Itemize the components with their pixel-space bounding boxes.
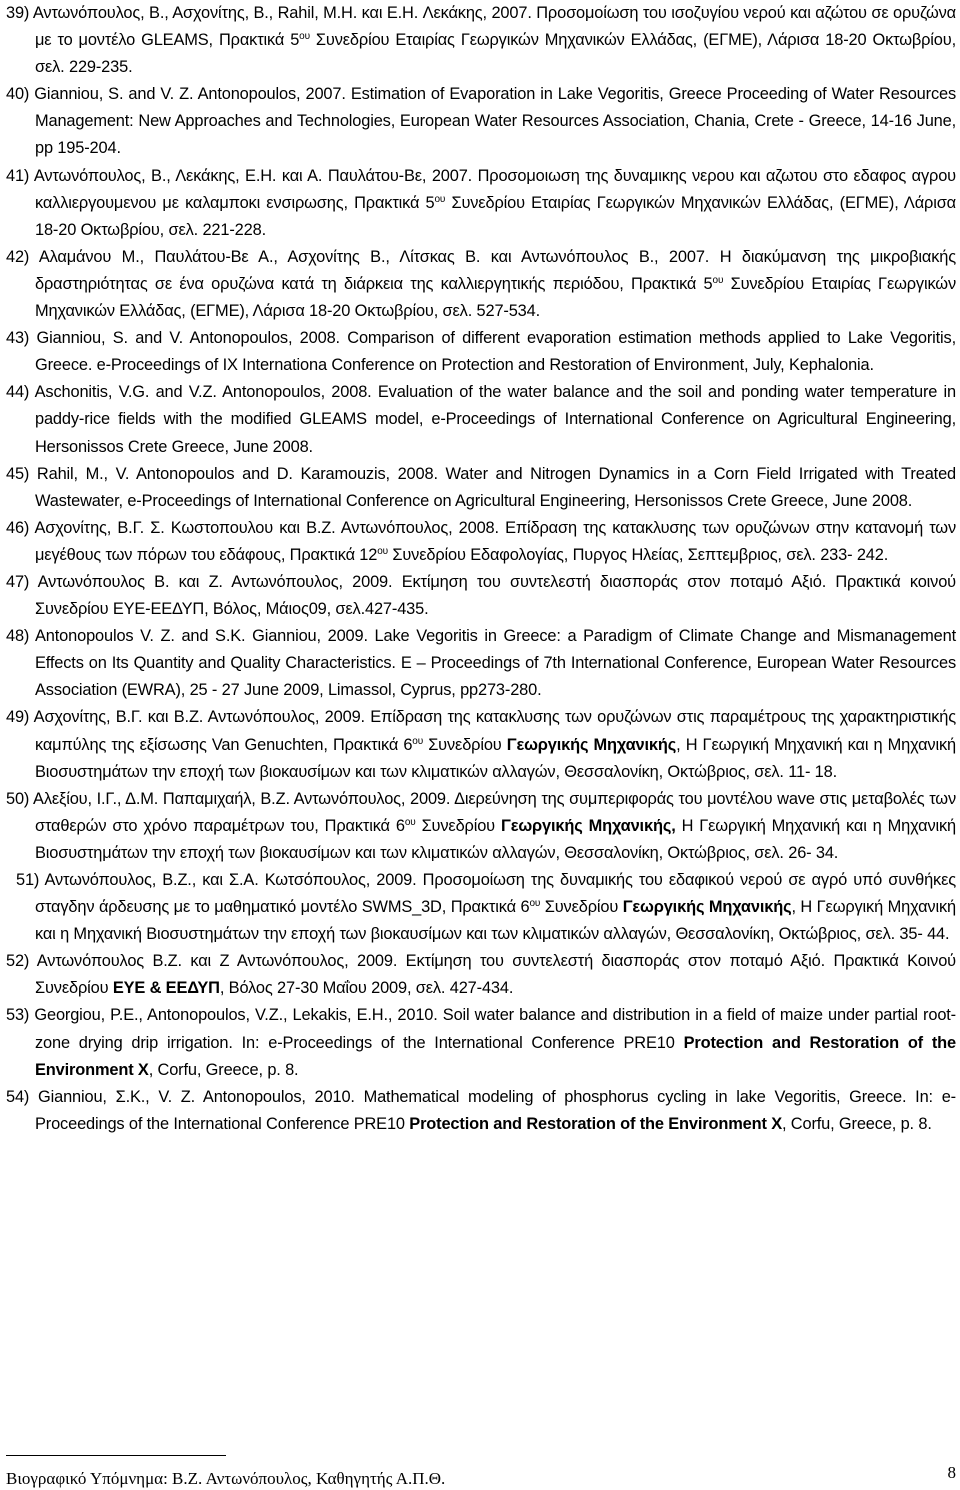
reference-item [6, 569, 956, 623]
reference-item [6, 1002, 956, 1083]
reference-text: 50) Αλεξίου, Ι.Γ., Δ.Μ. Παπαμιχαήλ, Β.Ζ. Αντωνόπουλος, 2009. Διερεύνηση της συμπεριφοράς του μοντέλου wave στις μεταβολές των σταθερών στο χρόνο παραμέτρων του, Πρακτικά 6 [6, 789, 956, 835]
reference-item [6, 704, 956, 785]
reference-text: Συνεδρίου Εταιρίας Γεωργικών Μηχανικών Ελλάδας, (ΕΓΜΕ), Λάρισα 18-20 Οκτωβρίου, σελ. 229-235. [35, 31, 956, 77]
superscript: ου [377, 545, 388, 557]
reference-text: 47) Αντωνόπουλος Β. και Ζ. Αντωνόπουλος, 2009. Εκτίμηση του συντελεστή διασποράς στον ποταμό Αξιό. Πρακτικά κοινού Συνεδρίου ΕΥΕ-ΕΕΔΥΠ, Βόλος, Μάιος09, σελ.427-435. [6, 572, 956, 619]
reference-item [6, 786, 956, 867]
reference-item [6, 81, 956, 162]
superscript: ου [412, 735, 424, 747]
reference-text: Συνεδρίου [423, 735, 507, 754]
reference-text: , Corfu, Greece, p. 8. [148, 1060, 299, 1079]
superscript: ου [404, 816, 416, 828]
reference-item [6, 325, 956, 379]
reference-item [6, 1084, 956, 1138]
reference-text: 48) Antonopoulos V. Z. and S.K. Gianniou, 2009. Lake Vegoritis in Greece: a Paradigm of Climate Change and Mismanagement Effects on Its Quantity and Quality Characteristics. E – Proceedings of 7th International Conference, European Water Resources Association (EWRA), 25 - 27 June 2009, Limassol, Cyprus, pp273-280. [6, 627, 956, 700]
reference-text: Συνεδρίου Εδαφολογίας, Πυργος Ηλείας, Σεπτεμβριος, σελ. 233- 242. [387, 545, 889, 564]
reference-text: , Βόλος 27-30 Μαΐου 2009, σελ. 427-434. [219, 979, 514, 998]
footer-text: Βιογραφικό Υπόμνημα: Β.Ζ. Αντωνόπουλος, Καθηγητής Α.Π.Θ. [6, 1469, 446, 1488]
reference-text: 41) Αντωνόπουλος, Β., Λεκάκης, Ε.Η. και Α. Παυλάτου-Βε, 2007. Προσομοιωση της δυναμικης νερου και αζωτου στο εδαφος αγρου καλλιεργουμενου με καλαμποκι ενσιρωσης, Πρακτικά 5 [6, 166, 956, 212]
reference-text: , Η Γεωργική Μηχανική και η Μηχανική Βιοσυστημάτων την εποχή των βιοκαυσίμων και των κλιματικών αλλαγών, Θεσσαλονίκη, Οκτώβριος, σελ. 35- 44. [35, 898, 956, 944]
superscript: ου [434, 193, 446, 205]
reference-item [6, 948, 956, 1002]
reference-item [6, 163, 956, 244]
reference-text: 43) Gianniou, S. and V. Antonopoulos, 2008. Comparison of different evaporation estimation methods applied to Lake Vegoritis, Greece. e-Proceedings of IX Internationa Conference on Protection and Restoration of Environment, July, Kephalonia. [6, 329, 956, 375]
reference-text: 51) Αντωνόπουλος, Β.Ζ., και Σ.Α. Κωτσόπουλος, 2009. Προσομοίωση της δυναμικής του εδαφικού νερού σε αγρό υπό συνθήκες σταγδην άρδευσης με το μαθηματικό μοντέλο SWMS_3D, Πρακτικά 6 [16, 871, 956, 917]
reference-item [6, 623, 956, 704]
reference-item [6, 0, 956, 81]
reference-item [6, 867, 956, 948]
reference-item [6, 379, 956, 460]
reference-text: 39) Αντωνόπουλος, Β., Ασχονίτης, Β., Rahil, M.H. και E.H. Λεκάκης, 2007. Προσομοίωση του ισοζυγίου νερού και αζώτου σε ορυζώνα με το μοντέλο GLEAMS, Πρακτικά 5 [6, 4, 956, 50]
bold-text: ΕΥΕ & ΕΕΔΥΠ [112, 979, 220, 998]
reference-text: Συνεδρίου [415, 816, 501, 835]
reference-text: 49) Ασχονίτης, Β.Γ. και Β.Ζ. Αντωνόπουλος, 2009. Επίδραση της κατακλυσης των ορυζώνων στις παραμέτρους της χαρακτηριστικής καμπύλης της εξίσωσης Van Genuchten, Πρακτικά 6 [6, 708, 956, 754]
reference-text: Η Γεωργική Μηχανική και η Μηχανική Βιοσυστημάτων την εποχή των βιοκαυσίμων και των κλιματικών αλλαγών, Θεσσαλονίκη, Οκτώβριος, σελ. 26- 34. [35, 816, 957, 862]
superscript: ου [529, 898, 541, 910]
superscript: ου [299, 31, 310, 43]
bold-text: Protection and Restoration of the Environment X [409, 1114, 782, 1133]
reference-text: 44) Aschonitis, V.G. and V.Z. Antonopoulos, 2008. Evaluation of the water balance and the soil and ponding water temperature in paddy-rice fields with the modified GLEAMS model, e-Proceedings of International Conference on Agricultural Engineering, Hersonissos Crete Greece, June 2008. [6, 383, 956, 456]
page-number: 8 [947, 1463, 956, 1482]
reference-text: 52) Αντωνόπουλος Β.Ζ. και Ζ Αντωνόπουλος, 2009. Εκτίμηση του συντελεστή διασποράς στον ποταμό Αξιό. Πρακτικά Κοινού Συνεδρίου [6, 952, 956, 998]
reference-text: 40) Gianniou, S. and V. Z. Antonopoulos, 2007. Estimation of Evaporation in Lake Vegoritis, Greece Proceeding of Water Resources Management: New Approaches and Technologies, European Water Resources Association, Chania, Crete - Greece, 14-16 June, pp 195-204. [6, 85, 956, 158]
reference-text: 53) Georgiou, P.E., Antonopoulos, V.Z., Lekakis, E.H., 2010. Soil water balance and distribution in a field of maize under partial root-zone drying drip irrigation. In: e-Proceedings of the International Conference PRE10 [6, 1006, 956, 1052]
reference-text: 45) Rahil, M., V. Antonopoulos and D. Karamouzis, 2008. Water and Nitrogen Dynamics in a Corn Field Irrigated with Treated Wastewater, e-Proceedings of International Conference on Agricultural Engineering, Hersonissos Crete Greece, June 2008. [6, 464, 956, 510]
reference-item [6, 461, 956, 515]
reference-text: 42) Αλαμάνου Μ., Παυλάτου-Βε Α., Ασχονίτης Β., Λίτσκας Β. και Αντωνόπουλος Β., 2007. Η διακύμανση της μικροβιακής δραστηριότητας σε ένα ορυζώνα κατά τη διάρκεια της καλλιεργητικής περιόδου, Πρακτικά 5 [6, 247, 956, 293]
reference-text: , Corfu, Greece, p. 8. [781, 1114, 932, 1133]
reference-text: , Η Γεωργική Μηχανική και η Μηχανική Βιοσυστημάτων την εποχή των βιοκαυσίμων και των κλιματικών αλλαγών, Θεσσαλονίκη, Οκτώβριος, σελ. 11- 18. [35, 735, 956, 781]
footer-divider [6, 1455, 226, 1456]
reference-text: Συνεδρίου [540, 898, 623, 917]
reference-item [6, 244, 956, 325]
reference-text: Συνεδρίου Εταιρίας Γεωργικών Μηχανικών Ελλάδας, (ΕΓΜΕ), Λάρισα 18-20 Οκτωβρίου, σελ. 221-228. [35, 193, 956, 239]
bold-text: Protection and Restoration of the Environment X [35, 1033, 956, 1079]
reference-text: 54) Gianniou, Σ.Κ., V. Z. Antonopoulos, 2010. Mathematical modeling of phosphorus cycling in lake Vegoritis, Greece. In: e-Proceedings of the International Conference PRE10 [6, 1087, 956, 1133]
reference-item [6, 515, 956, 569]
bold-text: Γεωργικής Μηχανικής [506, 735, 677, 754]
reference-text: 46) Ασχονίτης, Β.Γ. Σ. Κωστοπουλου και Β.Ζ. Αντωνόπουλος, 2008. Επίδραση της κατακλυσης των ορυζώνων στην κατανομή των μεγέθους των πόρων του εδάφους, Πρακτικά 12 [6, 518, 956, 564]
superscript: ου [712, 274, 724, 286]
bold-text: Γεωργικής Μηχανικής [622, 898, 792, 917]
bold-text: Γεωργικής Μηχανικής, [501, 816, 676, 835]
reference-text: Συνεδρίου Εταιρίας Γεωργικών Μηχανικών Ελλάδας, (ΕΓΜΕ), Λάρισα 18-20 Οκτωβρίου, σελ. 527-534. [35, 274, 956, 321]
